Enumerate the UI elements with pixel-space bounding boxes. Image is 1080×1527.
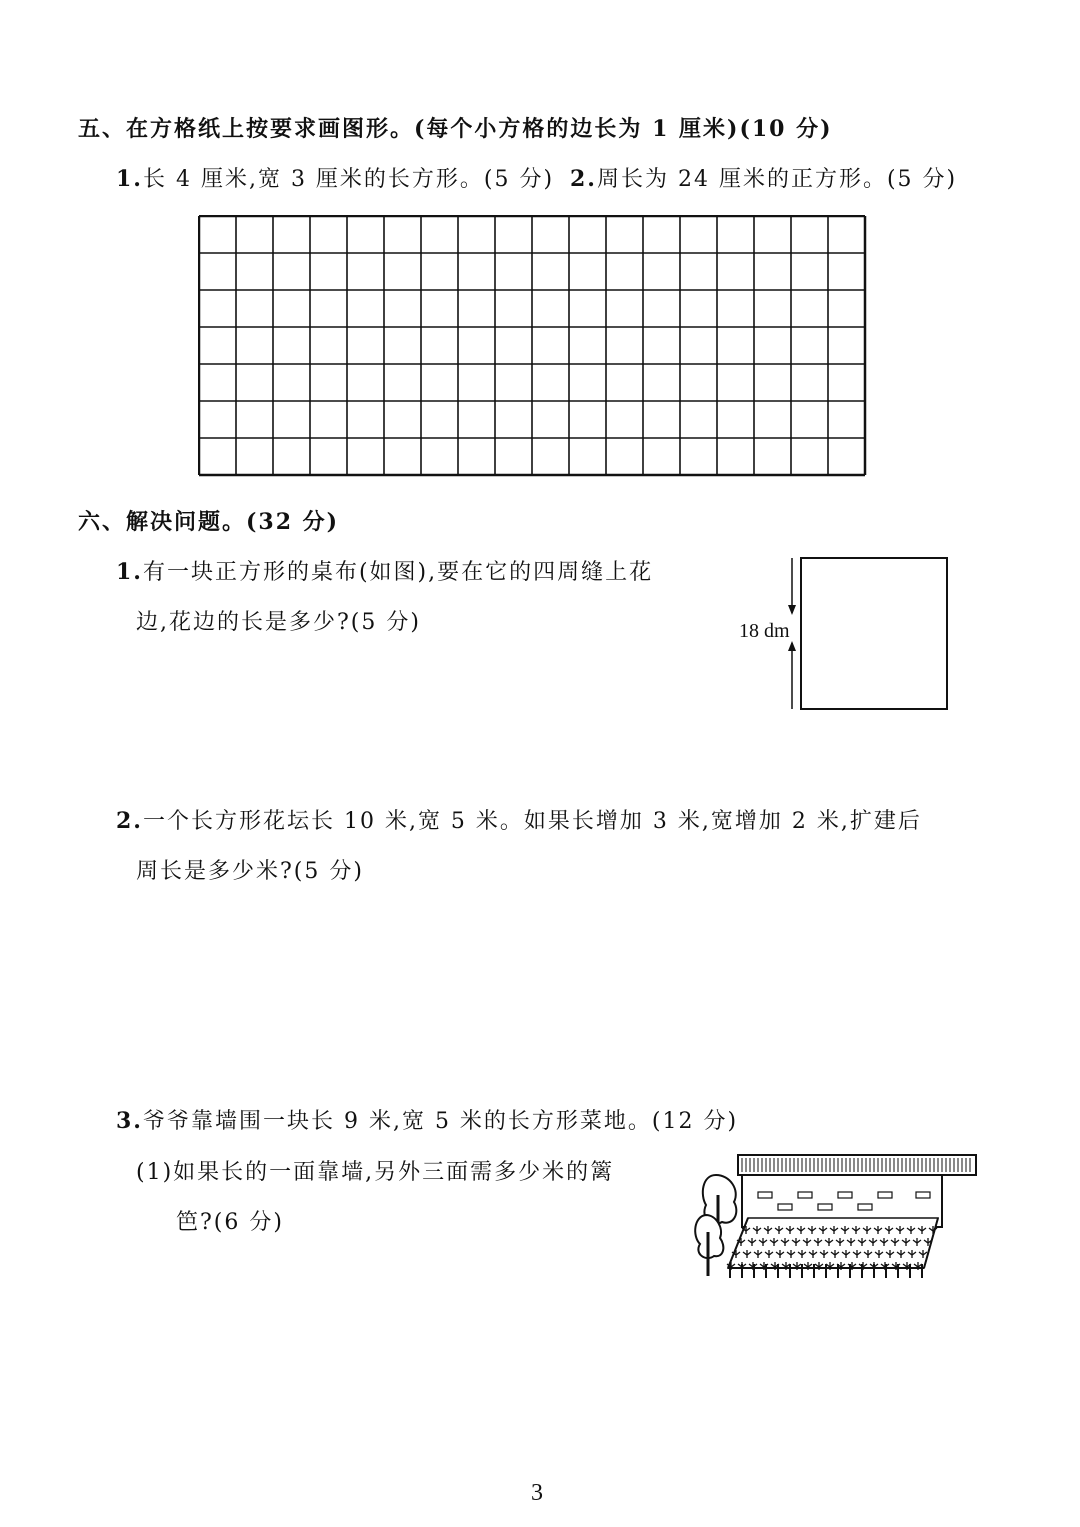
q1-number: 1. [116,166,143,192]
section6-q1-line1 [116,555,653,586]
wall-window [858,1204,872,1210]
vegetable-field [727,1218,938,1278]
section5-q2 [570,162,957,193]
section6-q3-sub1-line1: (1)如果长的一面靠墙,另外三面需多少米的篱 [136,1160,615,1185]
q3-number: 3. [116,1108,143,1134]
section6-q1-line2: 边,花边的长是多少?(5 分) [136,610,421,635]
page-number: 3 [531,1480,543,1506]
side-length-label: 18 dm [739,620,790,642]
wall-window [838,1192,852,1198]
wall-window [818,1204,832,1210]
tree-small [695,1215,723,1276]
vegetable-garden-illustration [688,1150,980,1282]
section6-q2-line2: 周长是多少米?(5 分) [136,859,364,884]
section6-heading: 六、解决问题。(32 分) [78,509,340,535]
wall-window [798,1192,812,1198]
wall-group [738,1155,976,1227]
square-grid-paper[interactable] [198,215,868,480]
wall-window [758,1192,772,1198]
wall-window [878,1192,892,1198]
q1-number: 1. [116,559,143,585]
q1-text: 长 4 厘米,宽 3 厘米的长方形。(5 分) [142,167,555,192]
wall-window [778,1204,792,1210]
q3-text: 爷爷靠墙围一块长 9 米,宽 5 米的长方形菜地。(12 分) [142,1109,739,1134]
square-tablecloth-figure [730,555,952,715]
section6-q3-sub1-line2: 笆?(6 分) [176,1210,284,1235]
q2-text-line1: 一个长方形花坛长 10 米,宽 5 米。如果长增加 3 米,宽增加 2 米,扩建后 [142,809,922,834]
tablecloth-square [801,558,947,709]
q2-text: 周长为 24 厘米的正方形。(5 分) [596,167,958,192]
section5-heading: 五、在方格纸上按要求画图形。(每个小方格的边长为 1 厘米)(10 分) [78,116,833,142]
q1-text-line1: 有一块正方形的桌布(如图),要在它的四周缝上花 [142,560,654,585]
q2-number: 2. [116,808,143,834]
section5-q1 [116,162,554,193]
q2-number: 2. [570,166,597,192]
section6-q2-line1 [116,804,922,835]
section6-q3 [116,1104,738,1135]
arrowhead-up [788,641,796,651]
wall-window [916,1192,930,1198]
arrowhead-down [788,605,796,615]
